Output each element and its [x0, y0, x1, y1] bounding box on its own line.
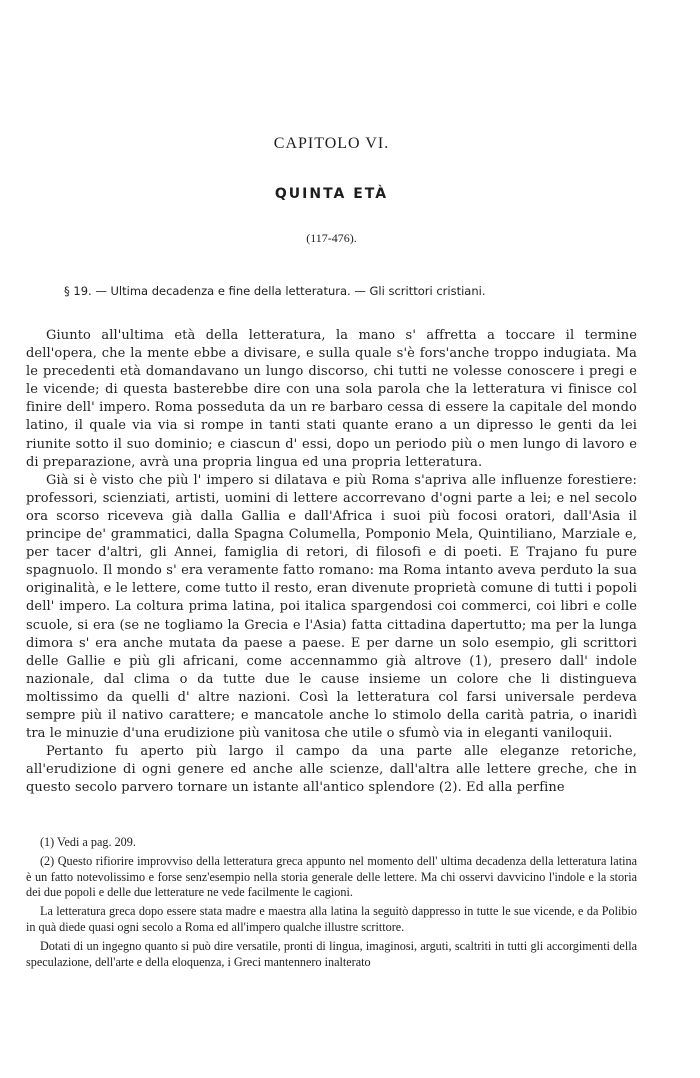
era-title: QUINTA ETÀ [274, 186, 389, 202]
footnote: La letteratura greca dopo essere stata madre e maestra alla latina la seguitò dappresso in tutte le sue vicende, e da Polibio in quà diede quasi ogni secolo a Roma ed all'impero qualche illustre scrittore. [26, 904, 637, 934]
main-text [26, 327, 637, 797]
footnote: (1) Vedi a pag. 209. [40, 835, 136, 849]
footnotes [26, 835, 637, 973]
era-dates: (117-476). [306, 231, 357, 245]
chapter-heading: CAPITOLO VI. [273, 135, 390, 152]
section-heading: § 19. — Ultima decadenza e fine della letteratura. — Gli scrittori cristiani. [64, 284, 486, 298]
paragraph: Giunto all'ultima età della letteratura, la mano s' affretta a toccare il termine dell'opera, che la mente ebbe a divisare, e sulla quale s'è fors'anche troppo indugiata. Ma le precedenti età domandavano un lungo discorso, chi tutti ne volesse conoscere i pregi e le vicende; di questa basterebbe dire con una sola parola che la letteratura vi finisce col finire dell' impero. Roma posseduta da un re barbaro cessa di essere la capitale del mondo latino, il quale via via si rompe in tanti stati quante erano a un dipresso le genti da lei riunite sotto il suo dominio; e ciascun d' essi, dopo un periodo più o men lungo di lavoro e di preparazione, avrà una propria lingua ed una propria letteratura. [26, 328, 637, 470]
footnote: (2) Questo rifiorire improvviso della letteratura greca appunto nel momento dell' ultima decadenza della letteratura latina è un fatto notevolissimo e forse senz'esempio nella storia generale delle lettere. Ma chi osservi davvicino l'indole e la storia dei due popoli e delle due letterature ne vede facilmente le cagioni. [26, 853, 637, 900]
paragraph: Pertanto fu aperto più largo il campo da una parte alle eleganze retoriche, all'erudizione di ogni genere ed anche alle scienze, dall'altra alle lettere greche, che in questo secolo parvero tornare un istante all'antico splendore (2). Ed alla perfine [26, 744, 637, 796]
footnote: Dotati di un ingegno quanto si può dire versatile, pronti di lingua, imaginosi, arguti, scaltriti in tutti gli accorgimenti della speculazione, dell'arte e della eloquenza, i Greci mantennero inalterato [26, 938, 637, 969]
paragraph: Già si è visto che più l' impero si dilatava e più Roma s'apriva alle influenze forestiere: professori, scienziati, artisti, uomini di lettere accorrevano d'ogni parte a lei; e nel secolo ora scorso riceveva già dalla Gallia e dall'Africa i suoi più focosi oratori, dall'Asia il principe de' grammatici, dalla Spagna Columella, Pomponio Mela, Quintiliano, Marziale e, per tacer d'altri, gli Annei, famiglia di retori, di filosofi e di poeti. E Trajano fu pure spagnuolo. Il mondo s' era veramente fatto romano: ma Roma intanto aveva perduto la sua originalità, e le lettere, come tutto il resto, eran divenute proprietà comune di tutti i popoli dell' impero. La coltura prima latina, poi italica spargendosi coi commerci, coi libri e colle scuole, si era (se ne togliamo la Grecia e l'Asia) fatta cittadina dapertutto; ma per la lunga dimora s' era anche mutata da paese a paese. E per darne un solo esempio, gli scrittori delle Gallie e più gli africani, come accennammo già altrove (1), presero dall' indole nazionale, dal clima o da tutte due le cause insieme un colore che li distingueva moltissimo da quelli d' altre nazioni. Così la letteratura col farsi universale perdeva sempre più il nativo carattere; e mancatole anche lo stimolo della carità patria, o inaridì tra le minuzie d'una erudizione più vanitosa che utile o sfumò via in eleganti vaniloquii. [26, 472, 637, 742]
